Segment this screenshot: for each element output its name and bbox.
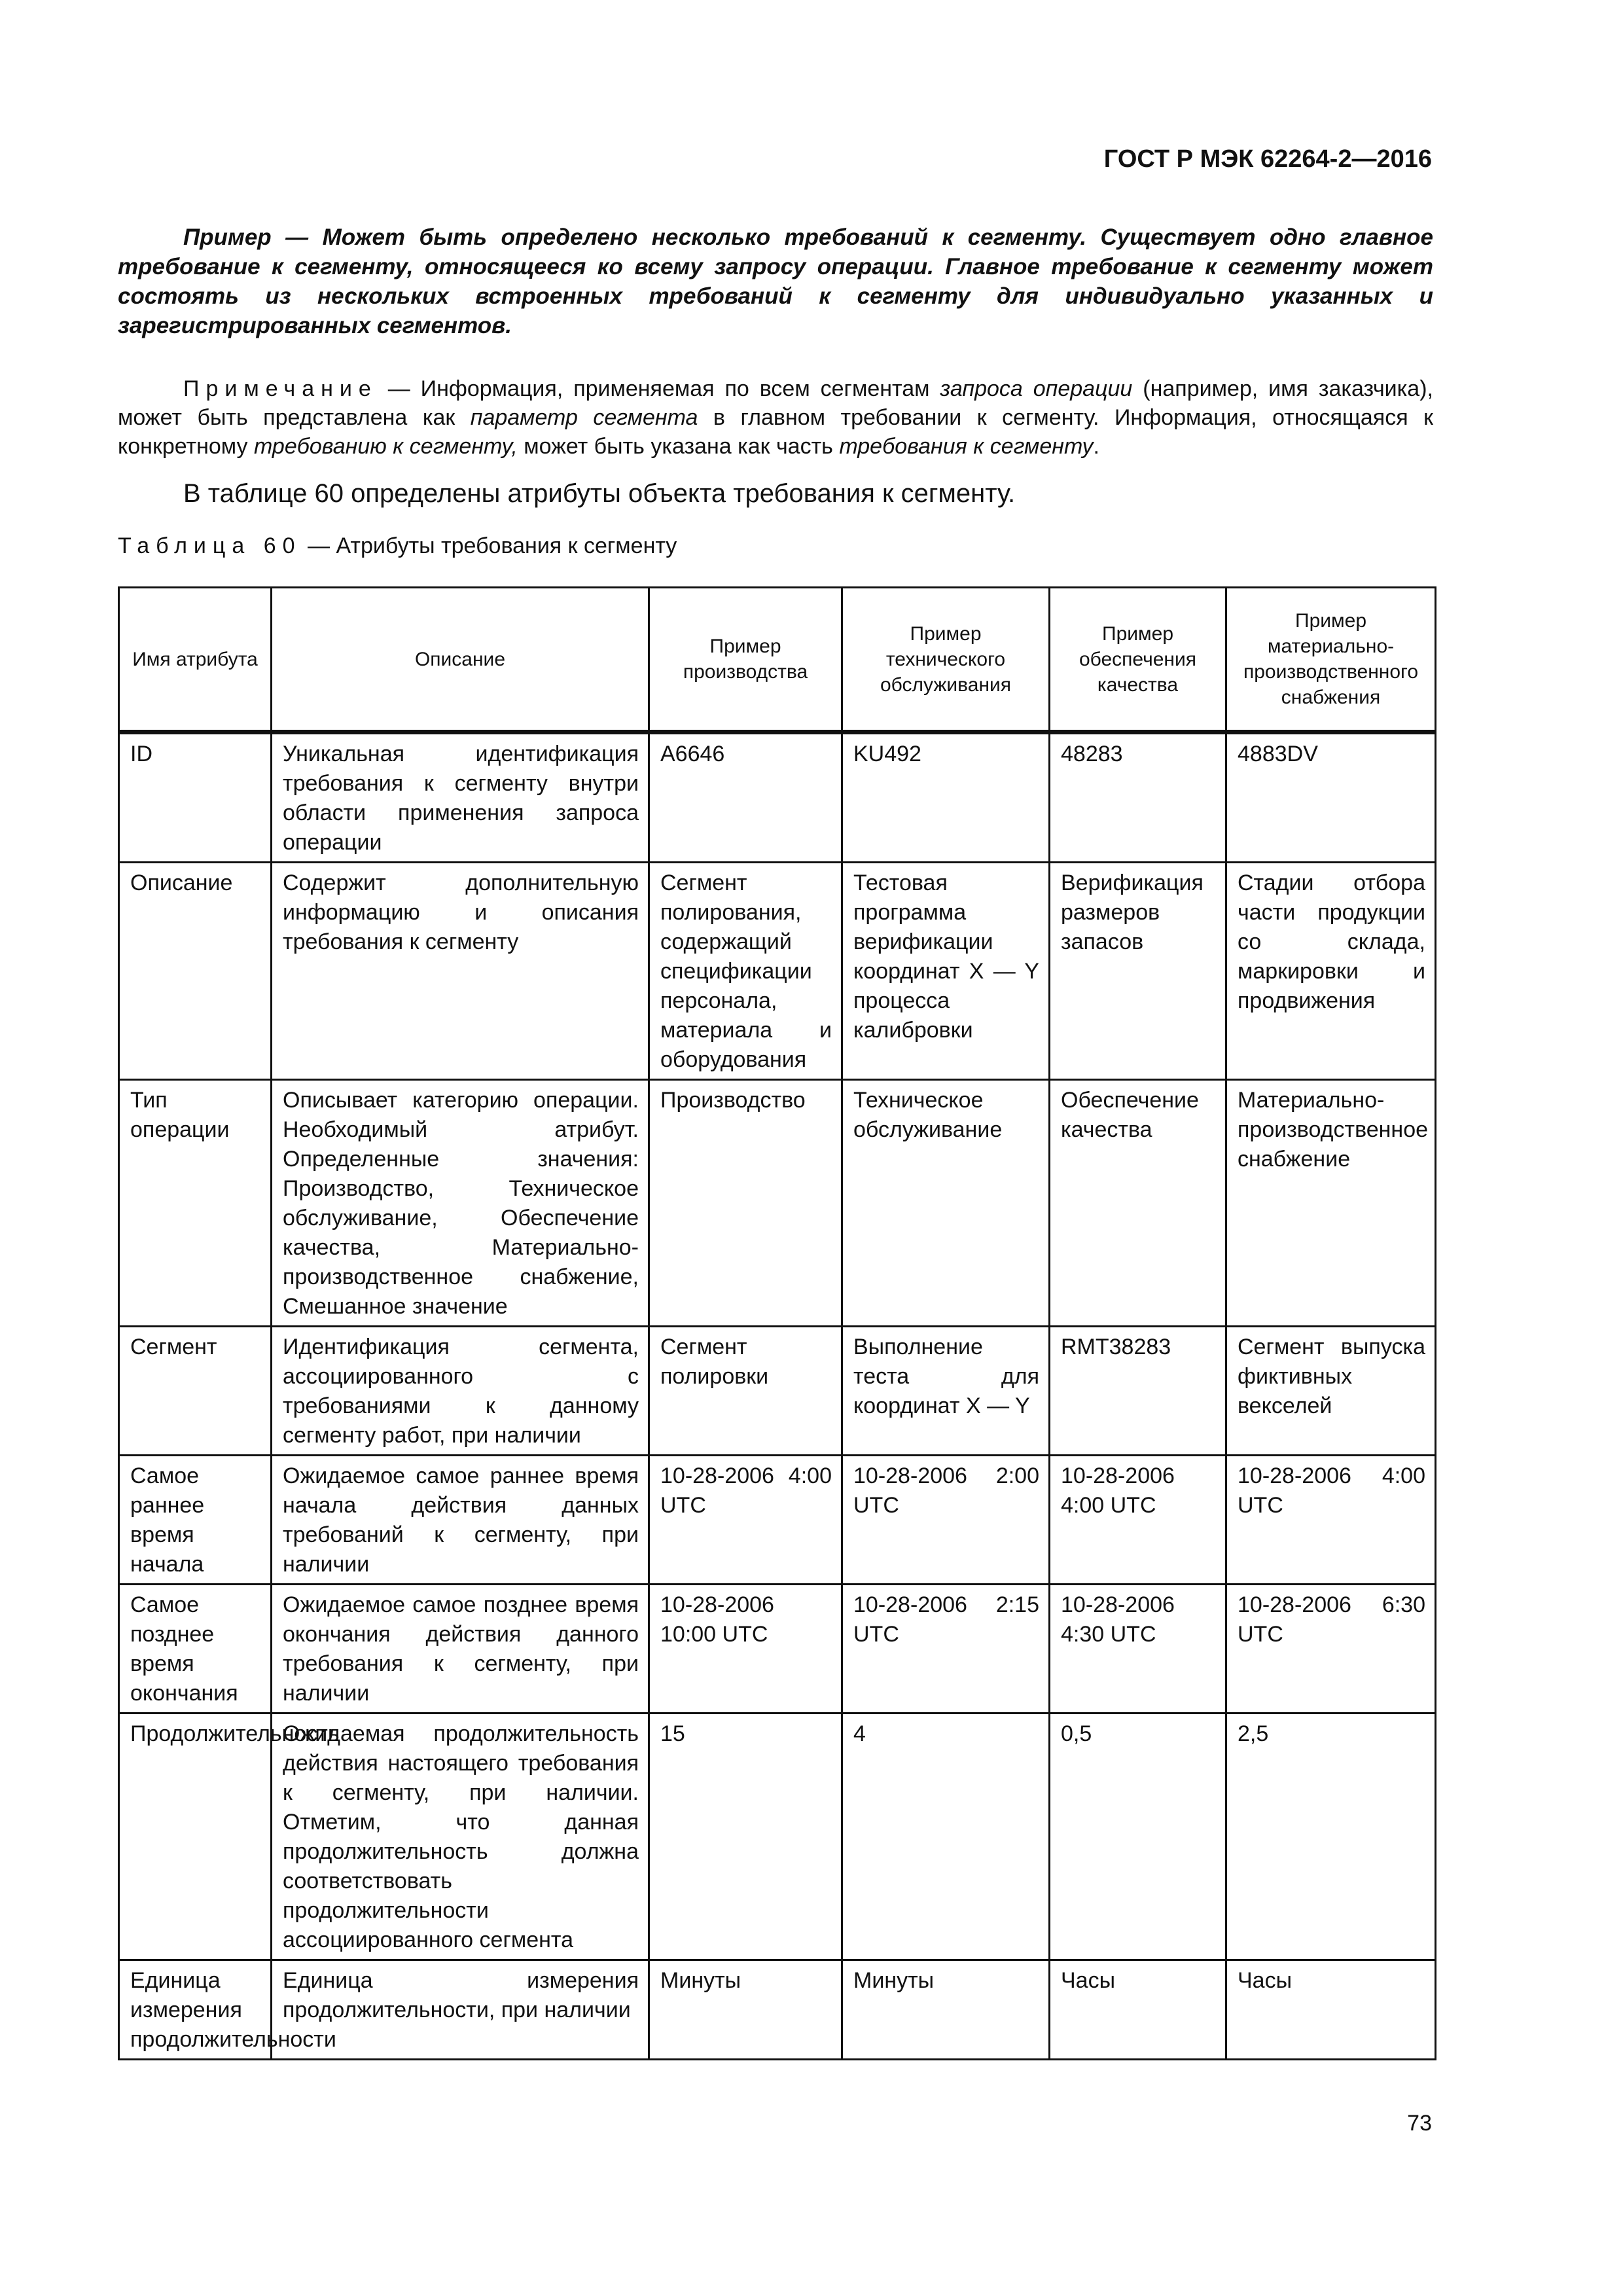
- note-term-segment-requirement: требованию к сегменту,: [253, 434, 518, 459]
- note-text-3: в главном требовании к сегменту. Информация, относящаяся к конкретному: [118, 405, 1433, 459]
- table-row: [119, 1327, 1436, 1456]
- cell-quality: Обеспечение качества: [1050, 1080, 1226, 1327]
- cell-description: Ожидаемое самое позднее время окончания действия данного требования к сегменту, при наличии: [272, 1585, 649, 1713]
- cell-maintenance: Минуты: [842, 1960, 1050, 2060]
- cell-production: 15: [649, 1713, 842, 1960]
- cell-production: Минуты: [649, 1960, 842, 2060]
- table-row: [119, 863, 1436, 1080]
- cell-inventory: 10-28-2006 6:30 UTC: [1226, 1585, 1436, 1713]
- header-maintenance-example: Пример технического обслуживания: [842, 588, 1050, 732]
- cell-production: Сегмент полировки: [649, 1327, 842, 1456]
- cell-description: Описывает категорию операции. Необходимый атрибут. Определенные значения: Производство, Техническое обслуживание, Обеспечение качества, Материально-производственное снабжение, Смешанное значение: [272, 1080, 649, 1327]
- cell-description: Единица измерения продолжительности, при наличии: [272, 1960, 649, 2060]
- cell-production: 10-28-2006 4:00 UTC: [649, 1456, 842, 1585]
- cell-production: A6646: [649, 732, 842, 863]
- cell-inventory: Стадии отбора части продукции со склада, маркировки и продвижения: [1226, 863, 1436, 1080]
- note-label: Примечание: [183, 376, 378, 401]
- table-header-row: [119, 588, 1436, 732]
- cell-quality: Верификация размеров запасов: [1050, 863, 1226, 1080]
- document-code: ГОСТ Р МЭК 62264-2—2016: [1103, 145, 1432, 173]
- cell-inventory: 4883DV: [1226, 732, 1436, 863]
- cell-inventory: Материально-производственное снабжение: [1226, 1080, 1436, 1327]
- header-quality-example: Пример обеспечения качества: [1050, 588, 1226, 732]
- cell-quality: 48283: [1050, 732, 1226, 863]
- cell-production: Производство: [649, 1080, 842, 1327]
- note-term-operation-request: запроса операции: [940, 376, 1133, 401]
- table-row: [119, 1456, 1436, 1585]
- cell-quality: 0,5: [1050, 1713, 1226, 1960]
- cell-maintenance: Тестовая программа верификации координат X — Y процесса калибровки: [842, 863, 1050, 1080]
- note-term-segment-parameter: параметр сегмента: [470, 405, 698, 430]
- table-caption: [118, 533, 677, 559]
- cell-production: Сегмент полирования, содержащий спецификации персонала, материала и оборудования: [649, 863, 842, 1080]
- cell-quality: 10-28-2006 4:00 UTC: [1050, 1456, 1226, 1585]
- cell-inventory: 2,5: [1226, 1713, 1436, 1960]
- note-text-1: — Информация, применяемая по всем сегментам: [377, 376, 940, 401]
- note-text-2: (например, имя заказчика), может быть представлена как: [118, 376, 1433, 430]
- table-row: [119, 1960, 1436, 2060]
- intro-paragraph: В таблице 60 определены атрибуты объекта требования к сегменту.: [183, 479, 1016, 508]
- header-attribute-name: Имя атрибута: [119, 588, 272, 732]
- table-caption-label: Таблица 60: [118, 533, 302, 558]
- table-row: [119, 732, 1436, 863]
- cell-attribute-name: Тип операции: [119, 1080, 272, 1327]
- note-text-5: .: [1093, 434, 1099, 459]
- cell-inventory: 10-28-2006 4:00 UTC: [1226, 1456, 1436, 1585]
- cell-attribute-name: Самое позднее время окончания: [119, 1585, 272, 1713]
- page-number: 73: [1407, 2111, 1432, 2136]
- note-paragraph: [118, 374, 1433, 461]
- cell-inventory: Сегмент выпуска фиктивных векселей: [1226, 1327, 1436, 1456]
- table-row: [119, 1585, 1436, 1713]
- cell-attribute-name: Единица измерения продолжительности: [119, 1960, 272, 2060]
- cell-maintenance: KU492: [842, 732, 1050, 863]
- table-row: [119, 1080, 1436, 1327]
- cell-maintenance: 10-28-2006 2:15 UTC: [842, 1585, 1050, 1713]
- cell-maintenance: 10-28-2006 2:00 UTC: [842, 1456, 1050, 1585]
- cell-attribute-name: Самое раннее время начала: [119, 1456, 272, 1585]
- cell-quality: Часы: [1050, 1960, 1226, 2060]
- cell-description: Ожидаемое самое раннее время начала действия данных требований к сегменту, при наличии: [272, 1456, 649, 1585]
- cell-attribute-name: Продолжительность: [119, 1713, 272, 1960]
- table-row: [119, 1713, 1436, 1960]
- cell-attribute-name: Сегмент: [119, 1327, 272, 1456]
- cell-maintenance: Выполнение теста для координат X — Y: [842, 1327, 1050, 1456]
- note-text-4: может быть указана как часть: [517, 434, 840, 459]
- cell-description: Уникальная идентификация требования к сегменту внутри области применения запроса операции: [272, 732, 649, 863]
- note-term-segment-requirement-2: требования к сегменту: [839, 434, 1094, 459]
- cell-description: Идентификация сегмента, ассоциированного с требованиями к данному сегменту работ, при наличии: [272, 1327, 649, 1456]
- header-production-example: Пример производства: [649, 588, 842, 732]
- example-paragraph: Пример — Может быть определено несколько требований к сегменту. Существует одно главное требование к сегменту, относящееся ко всему запросу операции. Главное требование к сегменту может состоять из нескольких встроенных требований к сегменту для индивидуально указанных и зарегистрированных сегментов.: [118, 224, 1433, 338]
- table-caption-title: — Атрибуты требования к сегменту: [301, 533, 677, 558]
- cell-production: 10-28-2006 10:00 UTC: [649, 1585, 842, 1713]
- attributes-table: [118, 586, 1436, 2060]
- header-inventory-example: Пример материально-производственного снабжения: [1226, 588, 1436, 732]
- cell-quality: 10-28-2006 4:30 UTC: [1050, 1585, 1226, 1713]
- cell-quality: RMT38283: [1050, 1327, 1226, 1456]
- cell-maintenance: 4: [842, 1713, 1050, 1960]
- header-description: Описание: [272, 588, 649, 732]
- cell-attribute-name: Описание: [119, 863, 272, 1080]
- cell-maintenance: Техническое обслуживание: [842, 1080, 1050, 1327]
- cell-description: Ожидаемая продолжительность действия настоящего требования к сегменту, при наличии. Отметим, что данная продолжительность должна соответствовать продолжительности ассоциированного сегмента: [272, 1713, 649, 1960]
- cell-inventory: Часы: [1226, 1960, 1436, 2060]
- cell-attribute-name: ID: [119, 732, 272, 863]
- cell-description: Содержит дополнительную информацию и описания требования к сегменту: [272, 863, 649, 1080]
